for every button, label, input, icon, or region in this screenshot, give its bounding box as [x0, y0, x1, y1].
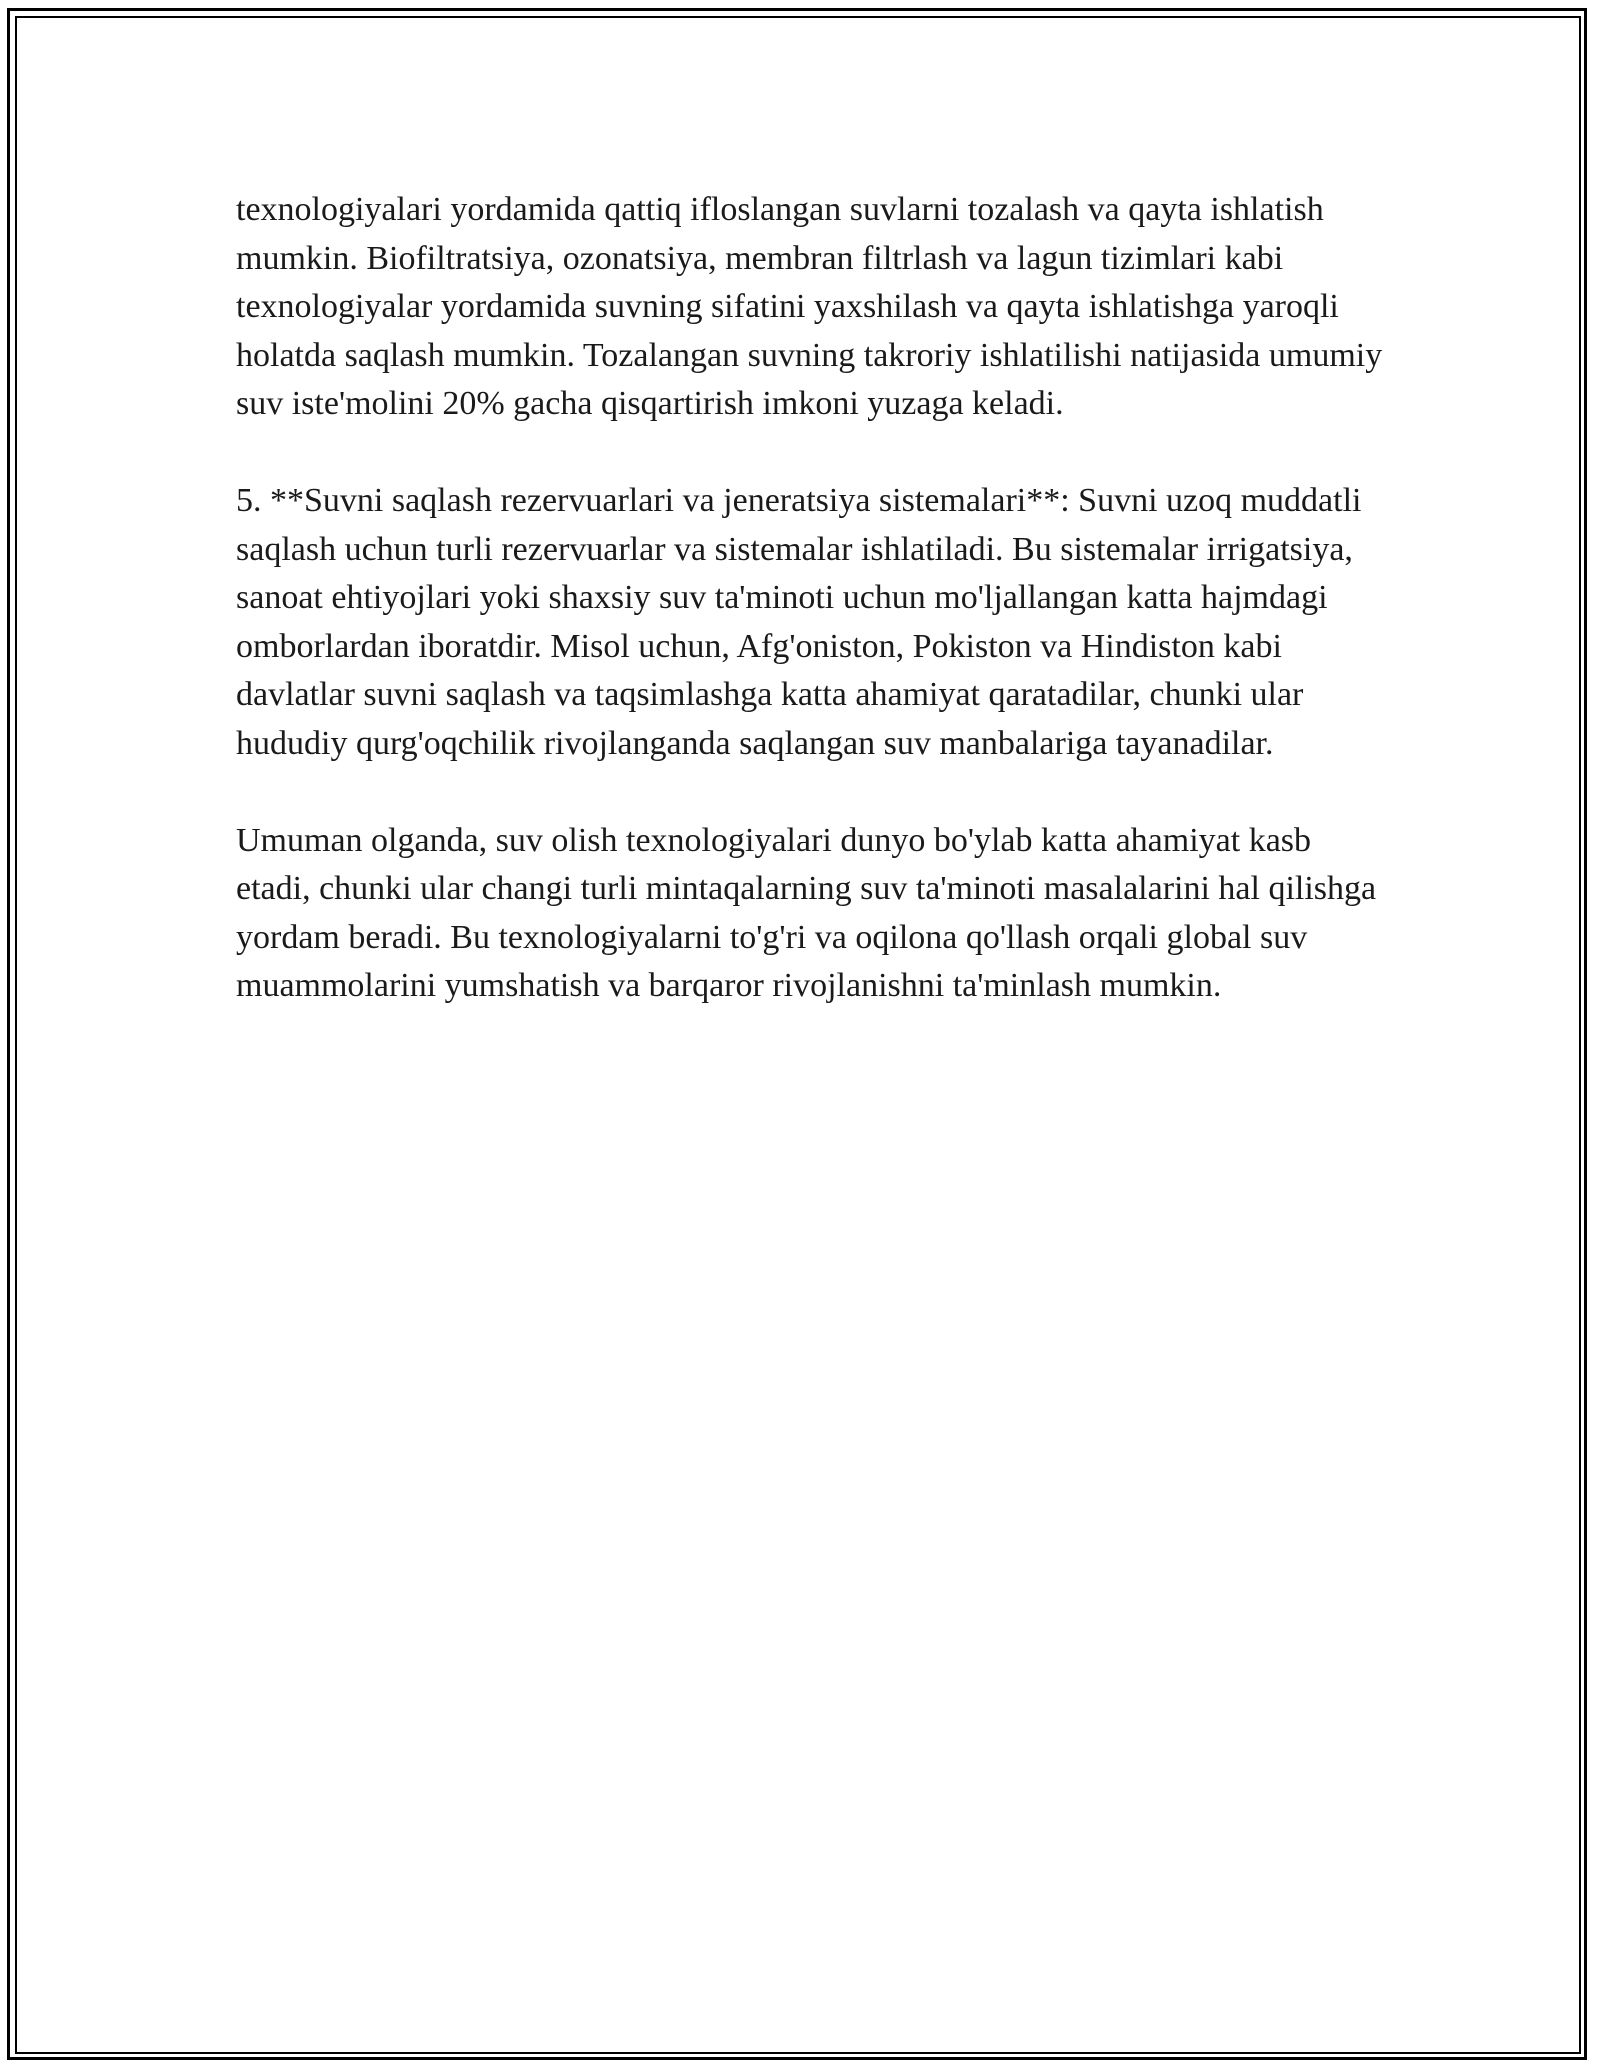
- paragraph-storage-reservoirs: 5. **Suvni saqlash rezervuarlari va jeneratsiya sistemalari**: Suvni uzoq muddatli saqlash uchun turli rezervuarlar va sistemalar ishlatiladi. Bu sistemalar irrigatsiya, sanoat ehtiyojlari yoki shaxsiy suv ta'minoti uchun mo'ljallangan katta hajmdagi omborlardan iboratdir. Misol uchun, Afg'oniston, Pokiston va Hindiston kabi davlatlar suvni saqlash va taqsimlashga katta ahamiyat qaratadilar, chunki ular hududiy qurg'oqchilik rivojlanganda saqlangan suv manbalariga tayanadilar.: [236, 482, 1362, 762]
- document-body: [236, 186, 1384, 1011]
- paragraph-conclusion: Umuman olganda, suv olish texnologiyalari dunyo bo'ylab katta ahamiyat kasb etadi, chunki ular changi turli mintaqalarning suv ta'minoti masalalarini hal qilishga yordam beradi. Bu texnologiyalarni to'g'ri va oqilona qo'llash orqali global suv muammolarini yumshatish va barqaror rivojlanishni ta'minlash mumkin.: [236, 821, 1377, 1004]
- paragraph-water-treatment: texnologiyalari yordamida qattiq ifloslangan suvlarni tozalash va qayta ishlatish mumkin. Biofiltratsiya, ozonatsiya, membran filtrlash va lagun tizimlari kabi texnologiyalar yordamida suvning sifatini yaxshilash va qayta ishlatishga yaroqli holatda saqlash mumkin. Tozalangan suvning takroriy ishlatilishi natijasida umumiy suv iste'molini 20% gacha qisqartirish imkoni yuzaga keladi.: [236, 191, 1383, 422]
